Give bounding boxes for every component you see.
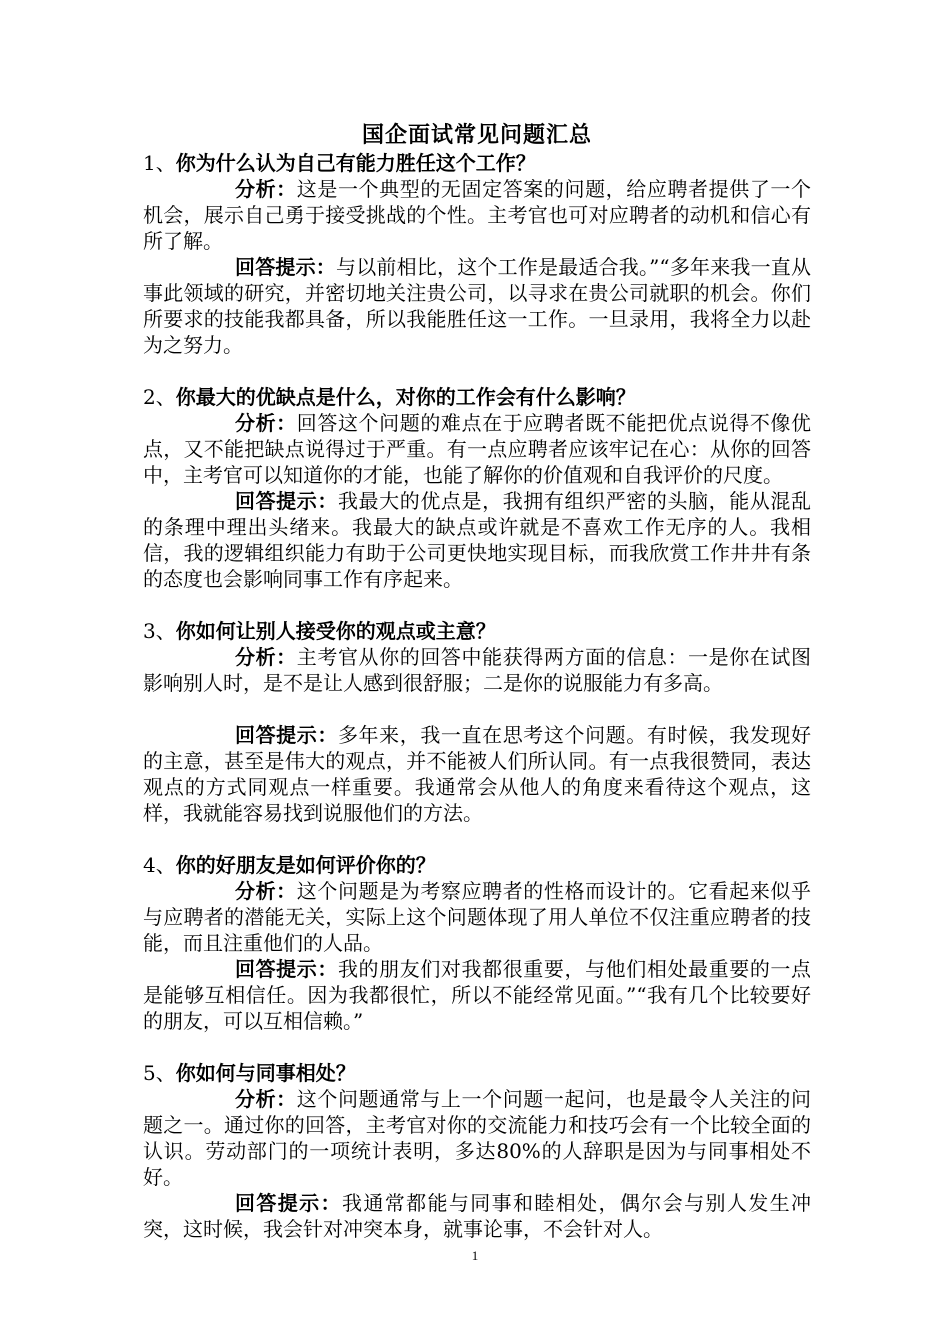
analysis-paragraph bbox=[143, 176, 811, 254]
question-heading bbox=[143, 1060, 811, 1086]
answer-label: 回答提示： bbox=[235, 723, 338, 747]
analysis-label: 分析： bbox=[235, 177, 297, 201]
spacer bbox=[143, 592, 811, 618]
question-number: 1、 bbox=[143, 151, 176, 175]
answer-label: 回答提示： bbox=[235, 489, 338, 513]
question-text: 你最大的优缺点是什么，对你的工作会有什么影响？ bbox=[175, 385, 636, 409]
answer-text: 与以前相比，这个工作是最适合我。”“多年来我一直从事此领域的研究，并密切地关注贵公司，以寻求在贵公司就职的机会。你们所要求的技能我都具备，所以我能胜任这一工作。一旦录用，我将全力以赴为之努力。 bbox=[143, 255, 812, 357]
question-heading bbox=[143, 618, 811, 644]
answer-label: 回答提示： bbox=[235, 255, 336, 279]
spacer bbox=[143, 1034, 811, 1060]
analysis-label: 分析： bbox=[235, 645, 297, 669]
analysis-text: 主考官从你的回答中能获得两方面的信息：一是你在试图影响别人时，是不是让人感到很舒服；二是你的说服能力有多高。 bbox=[143, 645, 812, 695]
answer-paragraph bbox=[143, 956, 811, 1034]
answer-text: 我最大的优点是，我拥有组织严密的头脑，能从混乱的条理中理出头绪来。我最大的缺点或许就是不喜欢工作无序的人。我相信，我的逻辑组织能力有助于公司更快地实现目标，而我欣赏工作井井有条的态度也会影响同事工作有序起来。 bbox=[143, 489, 812, 591]
answer-paragraph bbox=[143, 1190, 811, 1242]
question-heading bbox=[143, 150, 811, 176]
question-text: 你为什么认为自己有能力胜任这个工作？ bbox=[175, 151, 536, 175]
spacer bbox=[143, 696, 811, 722]
analysis-paragraph bbox=[143, 410, 811, 488]
analysis-paragraph bbox=[143, 644, 811, 696]
analysis-label: 分析： bbox=[235, 879, 297, 903]
question-text: 你如何让别人接受你的观点或主意？ bbox=[175, 619, 496, 643]
question-heading bbox=[143, 852, 811, 878]
answer-label: 回答提示： bbox=[235, 1191, 342, 1215]
answer-paragraph bbox=[143, 254, 811, 358]
analysis-text: 回答这个问题的难点在于应聘者既不能把优点说得不像优点，又不能把缺点说得过于严重。有一点应聘者应该牢记在心：从你的回答中，主考官可以知道你的才能，也能了解你的价值观和自我评价的尺度。 bbox=[143, 411, 812, 487]
analysis-paragraph bbox=[143, 1086, 811, 1190]
answer-label: 回答提示： bbox=[235, 957, 338, 981]
document-body bbox=[143, 120, 811, 1242]
question-text: 你的好朋友是如何评价你的？ bbox=[175, 853, 436, 877]
spacer bbox=[143, 358, 811, 384]
analysis-text: 这个问题是为考察应聘者的性格而设计的。它看起来似乎与应聘者的潜能无关，实际上这个问题体现了用人单位不仅注重应聘者的技能，而且注重他们的人品。 bbox=[143, 879, 812, 955]
question-heading bbox=[143, 384, 811, 410]
question-number: 3、 bbox=[143, 619, 176, 643]
analysis-paragraph bbox=[143, 878, 811, 956]
page-number: 1 bbox=[471, 1248, 479, 1263]
question-text: 你如何与同事相处？ bbox=[175, 1061, 356, 1085]
analysis-label: 分析： bbox=[235, 411, 297, 435]
answer-paragraph bbox=[143, 488, 811, 592]
answer-paragraph bbox=[143, 722, 811, 826]
analysis-text: 这个问题通常与上一个问题一起问，也是最令人关注的问题之一。通过你的回答，主考官对你的交流能力和技巧会有一个比较全面的认识。劳动部门的一项统计表明，多达80%的人辞职是因为与同事相处不好。 bbox=[143, 1087, 812, 1189]
page-title: 国企面试常见问题汇总 bbox=[361, 122, 592, 148]
answer-text: 我的朋友们对我都很重要，与他们相处最重要的一点是能够互相信任。因为我都很忙，所以不能经常见面。”“我有几个比较要好的朋友，可以互相信赖。” bbox=[143, 957, 812, 1033]
question-number: 4、 bbox=[143, 853, 176, 877]
answer-text: 多年来，我一直在思考这个问题。有时候，我发现好的主意，甚至是伟大的观点，并不能被人们所认同。有一点我很赞同，表达观点的方式同观点一样重要。我通常会从他人的角度来看待这个观点，这样，我就能容易找到说服他们的方法。 bbox=[143, 723, 812, 825]
question-number: 5、 bbox=[143, 1061, 176, 1085]
answer-text: 我通常都能与同事和睦相处，偶尔会与别人发生冲突，这时候，我会针对冲突本身，就事论事，不会针对人。 bbox=[143, 1191, 812, 1241]
analysis-label: 分析： bbox=[235, 1087, 297, 1111]
analysis-text: 这是一个典型的无固定答案的问题，给应聘者提供了一个机会，展示自己勇于接受挑战的个性。主考官也可对应聘者的动机和信心有所了解。 bbox=[143, 177, 812, 253]
spacer bbox=[143, 826, 811, 852]
question-number: 2、 bbox=[143, 385, 176, 409]
